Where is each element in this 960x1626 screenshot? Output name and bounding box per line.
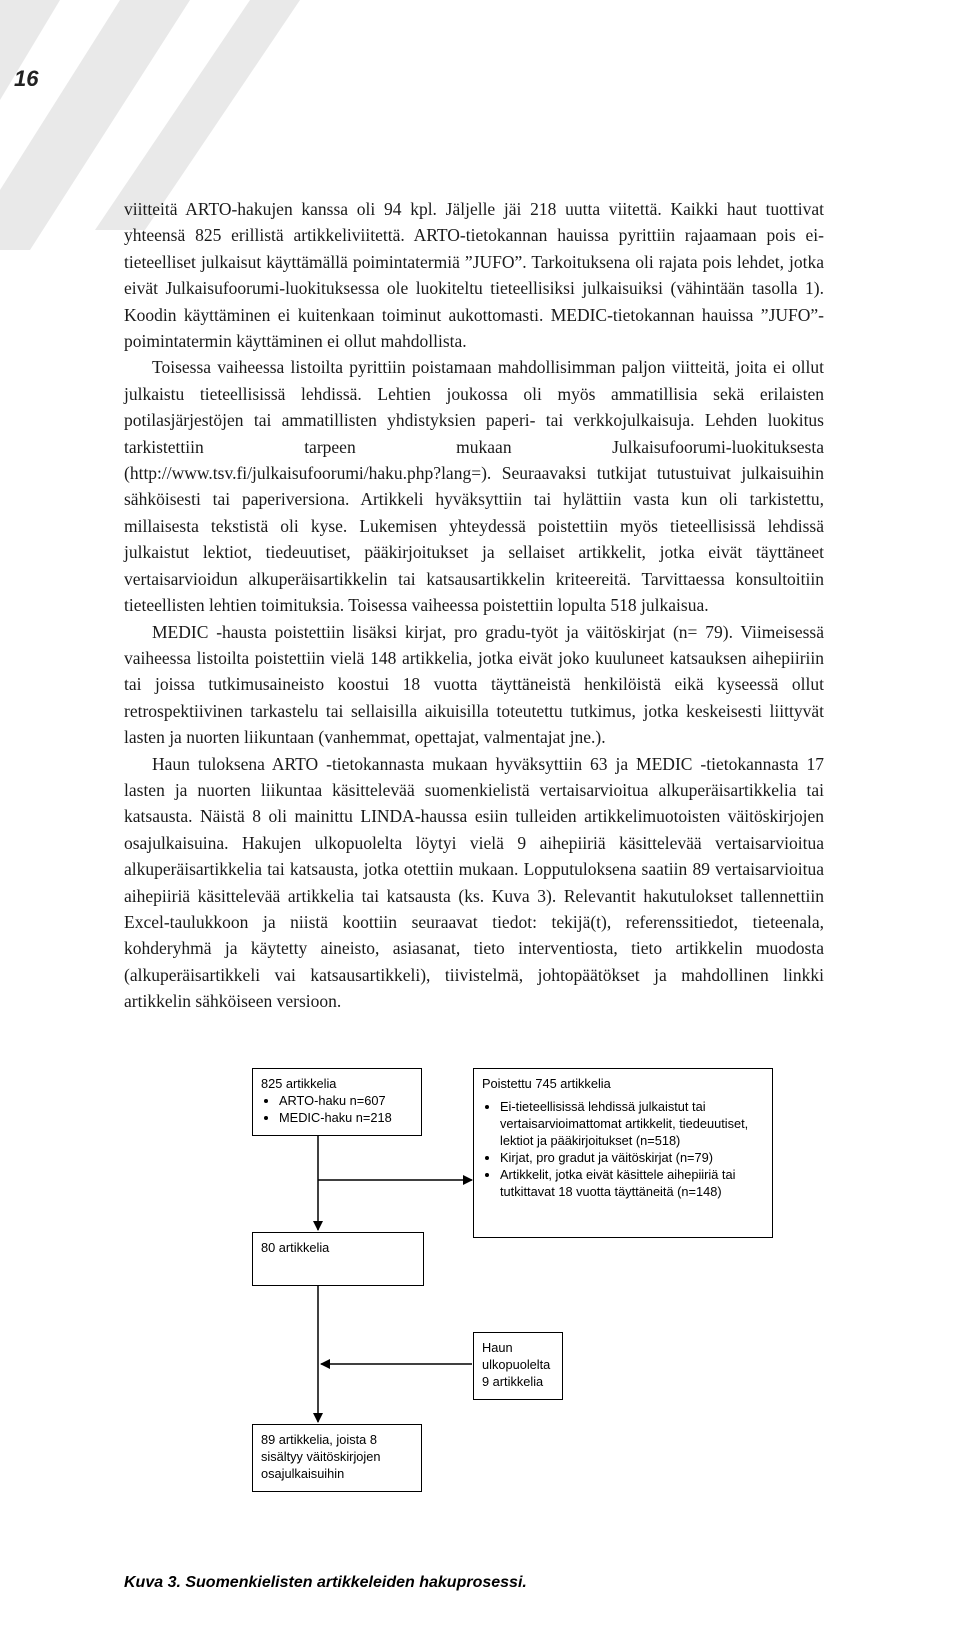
flow-box-removed-item: • Ei-tieteellisissä lehdissä julkaistut tai vertaisarvioimattomat artikkelit, tiedeuutiset, lektiot ja pääkirjoitukset (n=518) — [500, 1098, 764, 1149]
flow-box-external-title: Haun ulkopuolelta 9 artikkelia — [482, 1340, 551, 1389]
flow-box-remaining-title: 80 artikkelia — [261, 1240, 330, 1255]
flow-box-total — [252, 1068, 422, 1136]
flow-box-final — [252, 1424, 422, 1492]
flow-box-removed-title: Poistettu 745 artikkelia — [482, 1076, 611, 1091]
flow-box-total-item: • ARTO-haku n=607 — [279, 1092, 413, 1109]
flow-box-total-title: 825 artikkelia — [261, 1076, 337, 1091]
flow-box-removed — [473, 1068, 773, 1238]
flow-box-external — [473, 1332, 563, 1400]
flow-box-remaining — [252, 1232, 424, 1286]
flow-box-removed-item: • Kirjat, pro gradut ja väitöskirjat (n=79) — [500, 1149, 764, 1166]
paragraph-2: Toisessa vaiheessa listoilta pyrittiin poistamaan mahdollisimman paljon viitteitä, joita ei ollut julkaistu tieteellisissä lehdissä. Lehtien joukossa oli myös ammatillisia sekä erilaisten potilasjärjestöjen tai ammatillisten yhdistyksien paperi- tai verkkojulkaisuja. Lehden luokitus tarkistettiin tarpeen mukaan Julkaisufoorumi-luokituksesta (http://www.tsv.fi/julkaisufoorumi/haku.php?lang=). Seuraavaksi tutkijat tutustuivat julkaisuihin sähköisesti tai paperiversiona. Artikkeli hyväksyttiin tai hylättiin vasta kun oli tarkistettu, millaisesta tekstistä oli kyse. Lukemisen yhteydessä poistettiin myös tieteellisissä lehdissä julkaistut lektiot, tiedeuutiset, pääkirjoitukset ja sellaiset artikkelit, jotka eivät täyttäneet vertaisarvioidun alkuperäisartikkelin tai katsausartikkelin kriteereitä. Tarvittaessa konsultoitiin tieteellisten lehtien toimituksia. Toisessa vaiheessa poistettiin lopulta 518 julkaisua. — [124, 357, 824, 616]
body-text — [124, 196, 824, 1015]
flow-box-removed-item: • Artikkelit, jotka eivät käsittele aihepiiriä tai tutkittavat 18 vuotta täyttäneitä (n=148) — [500, 1166, 764, 1200]
flow-box-total-item: • MEDIC-haku n=218 — [279, 1109, 413, 1126]
page-number: 16 — [14, 66, 39, 91]
paragraph-4: Haun tuloksena ARTO -tietokannasta mukaan hyväksyttiin 63 ja MEDIC -tietokannasta 17 lasten ja nuorten liikuntaa käsittelevää suomenkielistä vertaisarvioitua alkuperäisartikkelia tai katsausta. Näistä 8 oli mainittu LINDA-haussa esiin tulleiden artikkelimuotoisten väitöskirjojen osajulkaisuina. Hakujen ulkopuolelta löytyi vielä 9 aihepiiriä käsittelevää vertaisarvioitua alkuperäisartikkelia tai katsausta, jotka otettiin mukaan. Lopputuloksena saatiin 89 vertaisarvioitua aihepiiriä käsittelevää artikkelia tai katsausta (ks. Kuva 3). Relevantit hakutulokset tallennettiin Excel-taulukkoon ja niistä koottiin seuraavat tiedot: tekijä(t), referenssitiedot, tieteenala, kohderyhmä ja käytetty aineisto, asiasanat, tieto interventiosta, tieto artikkelin muodosta (alkuperäisartikkeli vai katsausartikkeli), tiivistelmä, johtopäätökset ja mahdollinen linkki artikkelin sähköiseen versioon. — [124, 753, 824, 1012]
flow-box-final-title: 89 artikkelia, joista 8 sisältyy väitöskirjojen osajulkaisuihin — [261, 1432, 381, 1481]
figure-caption: Kuva 3. Suomenkielisten artikkeleiden hakuprosessi. — [124, 1574, 527, 1591]
paragraph-3: MEDIC -hausta poistettiin lisäksi kirjat, pro gradu-työt ja väitöskirjat (n= 79). Viimeisessä vaiheessa listoilta poistettiin vielä 148 artikkelia, jotka eivät joko kuuluneet katsauksen aihepiiriin tai joissa tutkimusaineisto koostui 18 vuotta täyttäneistä henkilöistä eikä kyseessä ollut retrospektiivinen tarkastelu tai sellaisilla aikuisilla toteutettu tutkimus, jotka keskeisesti liittyvät lasten ja nuorten liikuntaan (vanhemmat, opettajat, valmentajat jne.). — [124, 621, 824, 748]
paragraph-1: viitteitä ARTO-hakujen kanssa oli 94 kpl. Jäljelle jäi 218 uutta viitettä. Kaikki haut tuottivat yhteensä 825 erillistä artikkeliviitettä. ARTO-tietokannan hauissa pyrittiin rajaamaan pois ei-tieteelliset julkaisut käyttämällä poimintatermiä ”JUFO”. Tarkoituksena oli rajata pois lehdet, jotka eivät Julkaisufoorumi-luokituksessa ole luokiteltu tieteellisiksi julkaisuiksi (vähintään tasolla 1). Koodin käyttäminen ei kuitenkaan toiminut aukottomasti. MEDIC-tietokannan hauissa ”JUFO”-poimintatermin käyttäminen ei ollut mahdollista. — [124, 199, 824, 352]
